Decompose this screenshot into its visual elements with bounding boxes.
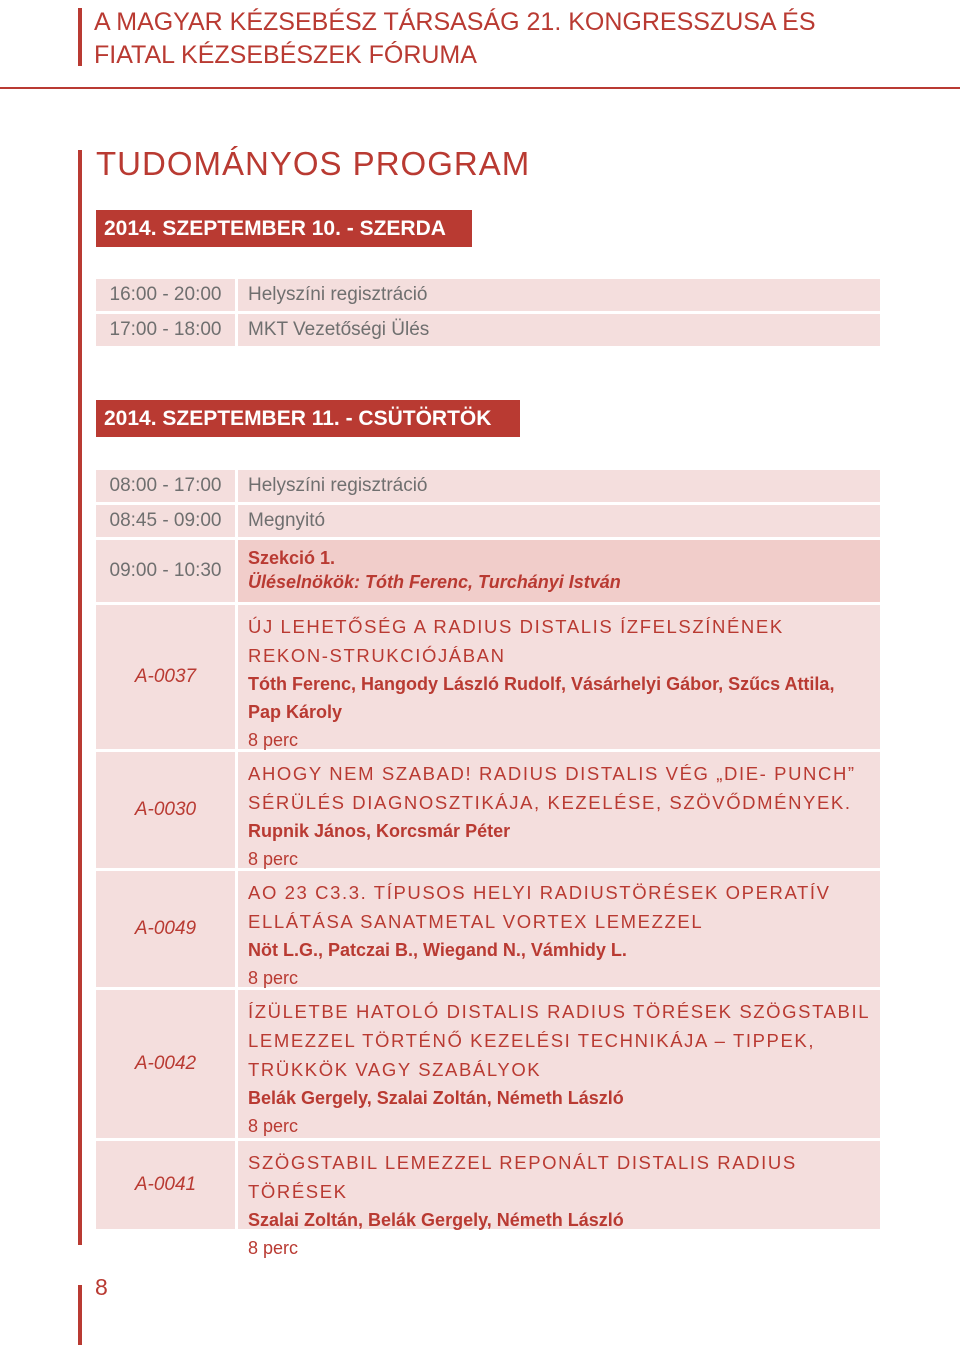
- day-2-date-bar: 2014. SZEPTEMBER 11. - CSÜTÖRTÖK: [96, 400, 520, 437]
- talk-cell: [238, 871, 880, 987]
- time-cell: 17:00 - 18:00: [96, 314, 235, 346]
- abstract-code: A-0037: [96, 605, 235, 749]
- header-rule: [0, 87, 960, 89]
- header-line-1: A MAGYAR KÉZSEBÉSZ TÁRSASÁG 21. KONGRESSZUSA ÉS: [94, 8, 816, 36]
- talk-duration: 8 perc: [248, 849, 299, 869]
- talk-row: [96, 871, 880, 987]
- abstract-code: A-0041: [96, 1141, 235, 1229]
- talk-duration: 8 perc: [248, 1238, 299, 1258]
- schedule-row: [96, 470, 880, 502]
- talk-title: ÍZÜLETBE HATOLÓ DISTALIS RADIUS TÖRÉSEK SZÖGSTABIL LEMEZZEL TÖRTÉNŐ KEZELÉSI TECHNIKÁJA – TIPPEK, TRÜKKÖK VAGY SZABÁLYOK: [248, 1001, 870, 1080]
- talk-title: AO 23 C3.3. TÍPUSOS HELYI RADIUSTÖRÉSEK OPERATÍV ELLÁTÁSA SANATMETAL VORTEX LEMEZZEL: [248, 882, 831, 932]
- desc-cell: MKT Vezetőségi Ülés: [238, 314, 880, 346]
- talk-duration: 8 perc: [248, 1116, 299, 1136]
- time-cell: 08:00 - 17:00: [96, 470, 235, 502]
- talk-title: AHOGY NEM SZABAD! RADIUS DISTALIS VÉG „DIE- PUNCH” SÉRÜLÉS DIAGNOSZTIKÁJA, KEZELÉSE, SZÖVŐDMÉNYEK.: [248, 763, 856, 813]
- talk-authors: Tóth Ferenc, Hangody László Rudolf, Vásárhelyi Gábor, Szűcs Attila, Pap Károly: [248, 674, 835, 722]
- talk-cell: [238, 1141, 880, 1258]
- page-number: 8: [95, 1274, 108, 1300]
- talk-duration: 8 perc: [248, 730, 299, 750]
- talk-title: SZÖGSTABIL LEMEZZEL REPONÁLT DISTALIS RADIUS TÖRÉSEK: [248, 1152, 797, 1202]
- session-name: Szekció 1.: [248, 548, 336, 568]
- talk-row: [96, 990, 880, 1138]
- header-accent-bar: [78, 8, 82, 66]
- talk-title: ÚJ LEHETŐSÉG A RADIUS DISTALIS ÍZFELSZÍNÉNEK REKON-STRUKCIÓJÁBAN: [248, 616, 784, 666]
- schedule-row: [96, 279, 880, 311]
- abstract-code: A-0030: [96, 752, 235, 868]
- schedule-row: [96, 314, 880, 346]
- session-row: [96, 540, 880, 602]
- talk-cell: [238, 752, 880, 868]
- abstract-code: A-0042: [96, 990, 235, 1138]
- talk-row: [96, 752, 880, 868]
- desc-cell: Helyszíni regisztráció: [238, 470, 880, 502]
- talk-cell: [238, 990, 880, 1138]
- time-cell: 08:45 - 09:00: [96, 505, 235, 537]
- document-header: [94, 6, 914, 72]
- day-1-date-bar: 2014. SZEPTEMBER 10. - SZERDA: [96, 210, 472, 247]
- session-chairs: Üléselnökök: Tóth Ferenc, Turchányi István: [248, 572, 621, 592]
- desc-cell: Megnyitó: [238, 505, 880, 537]
- schedule-row: [96, 505, 880, 537]
- talk-authors: Nöt L.G., Patczai B., Wiegand N., Vámhidy L.: [248, 940, 627, 960]
- session-time-cell: 09:00 - 10:30: [96, 540, 235, 602]
- talk-authors: Szalai Zoltán, Belák Gergely, Németh László: [248, 1210, 624, 1230]
- talk-duration: 8 perc: [248, 968, 299, 988]
- abstract-code: A-0049: [96, 871, 235, 987]
- header-line-2: FIATAL KÉZSEBÉSZEK FÓRUMA: [94, 41, 477, 69]
- footer-accent-bar: [78, 1285, 82, 1345]
- program-title: TUDOMÁNYOS PROGRAM: [96, 145, 531, 182]
- session-header-cell: [238, 540, 880, 602]
- talk-row: [96, 605, 880, 749]
- talk-cell: [238, 605, 880, 749]
- time-cell: 16:00 - 20:00: [96, 279, 235, 311]
- desc-cell: Helyszíni regisztráció: [238, 279, 880, 311]
- talk-row: [96, 1141, 880, 1258]
- talk-authors: Rupnik János, Korcsmár Péter: [248, 821, 511, 841]
- talk-authors: Belák Gergely, Szalai Zoltán, Németh László: [248, 1088, 624, 1108]
- content-accent-bar: [78, 150, 82, 1245]
